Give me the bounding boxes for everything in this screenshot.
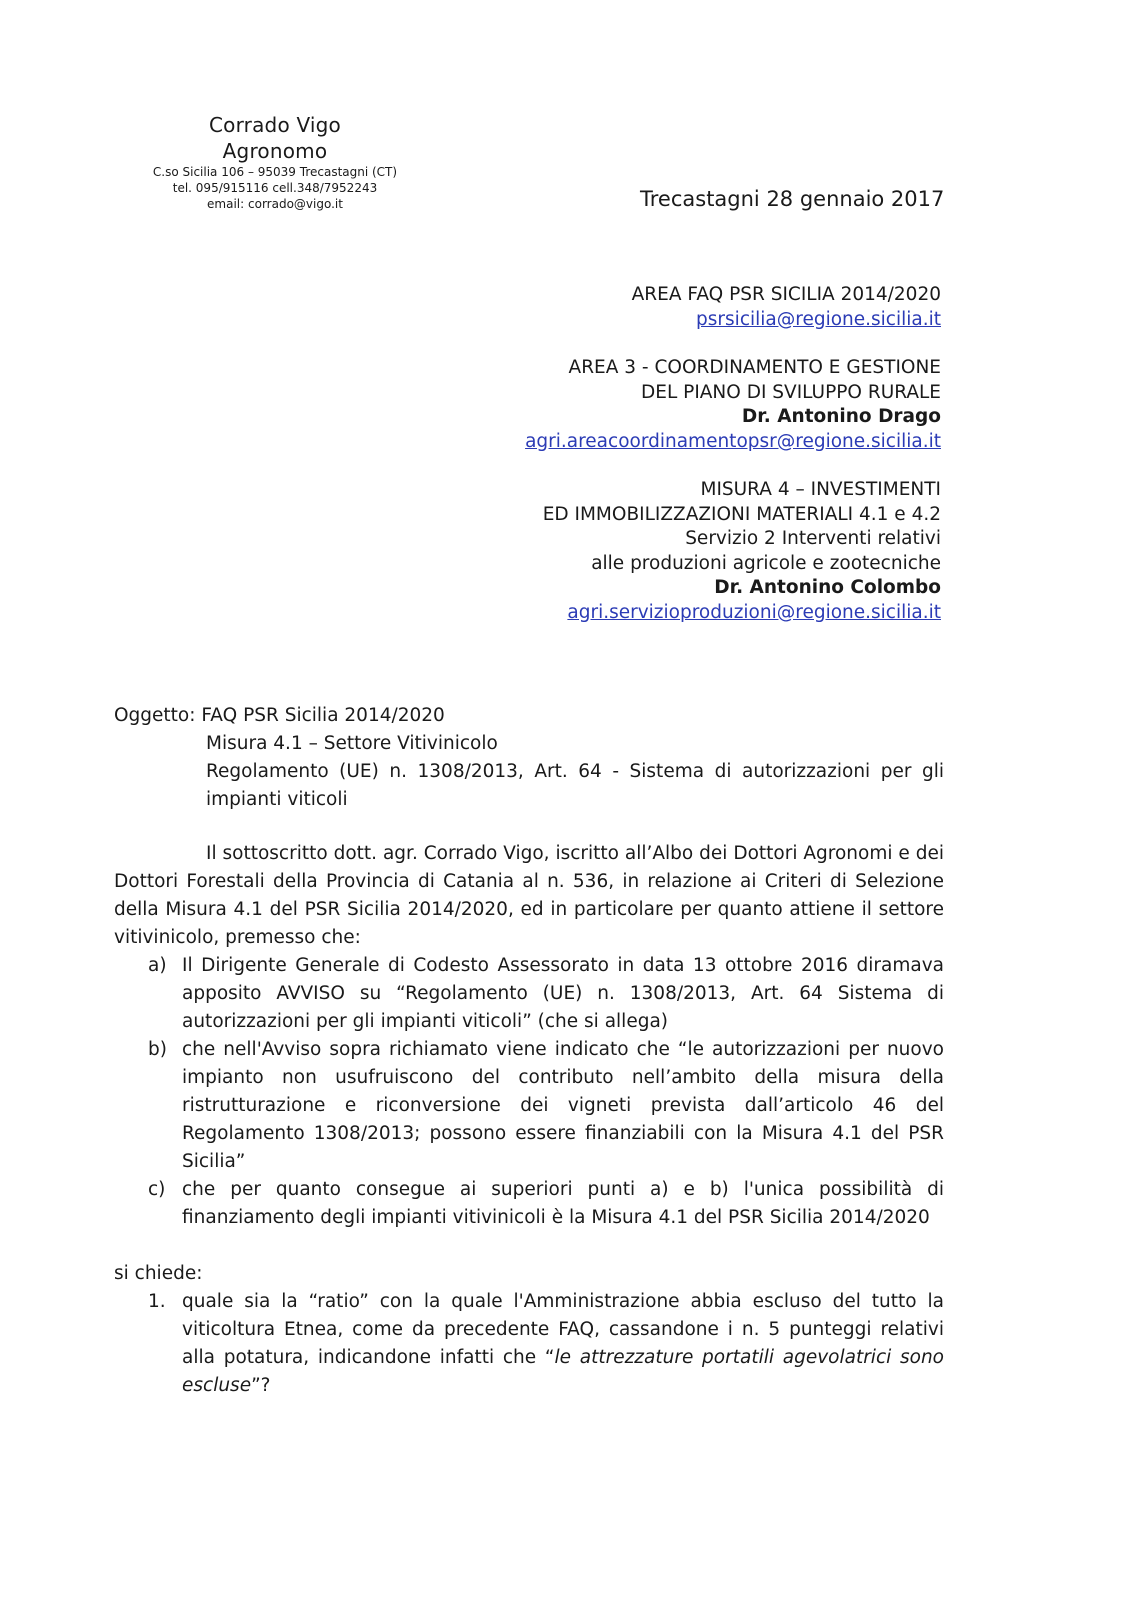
recipient-line: Servizio 2 Interventi relativi — [685, 528, 941, 549]
question-text-end: ”? — [251, 1375, 271, 1396]
letter-date: Trecastagni 28 gennaio 2017 — [640, 187, 945, 211]
recipient-area3 — [421, 356, 941, 454]
recipient-line: alle produzioni agricole e zootecniche — [591, 552, 941, 574]
letter-body — [114, 840, 944, 1400]
list-item — [114, 952, 944, 1036]
request-label: si chiede: — [114, 1263, 203, 1284]
recipient-line: MISURA 4 – INVESTIMENTI — [700, 479, 941, 500]
list-item — [114, 1036, 944, 1176]
recipient-misura4 — [421, 478, 941, 625]
questions-list — [114, 1288, 944, 1400]
question-quote: le attrezzature portatili agevolatrici sono escluse — [182, 1347, 944, 1396]
premises-list — [114, 952, 944, 1232]
list-marker: 1. — [148, 1291, 166, 1312]
recipient-email-link[interactable]: psrsicilia@regione.sicilia.it — [696, 308, 941, 330]
list-marker: a) — [148, 955, 167, 976]
list-marker: b) — [148, 1039, 167, 1060]
sender-header — [130, 112, 420, 212]
recipient-faq — [421, 283, 941, 332]
sender-title: Agronomo — [222, 139, 328, 163]
recipient-line: ED IMMOBILIZZAZIONI MATERIALI 4.1 e 4.2 — [542, 503, 941, 525]
question-text: quale sia la “ratio” con la quale l'Amministrazione abbia escluso del tutto la viticoltura Etnea, come da precedente FAQ, cassandone i n. 5 punteggi relativi alla potatura, indicandone infatti che “ — [182, 1291, 944, 1368]
subject-line: impianti viticoli — [206, 789, 348, 810]
list-item-text: Il Dirigente Generale di Codesto Assessorato in data 13 ottobre 2016 diramava apposito AVVISO su “Regolamento (UE) n. 1308/2013, Art. 64 Sistema di autorizzazioni per gli impianti viticoli” (che si allega) — [182, 955, 944, 1032]
subject-line: Misura 4.1 – Settore Vitivinicolo — [206, 733, 498, 754]
recipient-person: Dr. Antonino Colombo — [714, 577, 941, 598]
recipient-email-link[interactable]: agri.areacoordinamentopsr@regione.sicilia.it — [525, 430, 941, 452]
recipient-line: AREA FAQ PSR SICILIA 2014/2020 — [631, 284, 941, 305]
recipient-line: DEL PIANO DI SVILUPPO RURALE — [641, 381, 941, 403]
subject-label: Oggetto: FAQ PSR Sicilia 2014/2020 — [114, 705, 445, 726]
sender-address: C.so Sicilia 106 – 95039 Trecastagni (CT) — [152, 165, 398, 179]
recipient-person: Dr. Antonino Drago — [741, 406, 941, 427]
recipients-block — [421, 283, 941, 649]
subject-block — [114, 702, 944, 814]
intro-paragraph: Il sottoscritto dott. agr. Corrado Vigo, iscritto all’Albo dei Dottori Agronomi e dei Dottori Forestali della Provincia di Catania al n. 536, in relazione ai Criteri di Selezione della Misura 4.1 del PSR Sicilia 2014/2020, ed in particolare per quanto attiene il settore vitivinicolo, premesso che: — [114, 843, 944, 948]
recipient-line: AREA 3 - COORDINAMENTO E GESTIONE — [568, 357, 941, 378]
sender-name: Corrado Vigo — [209, 113, 341, 137]
list-item-text: che per quanto consegue ai superiori punti a) e b) l'unica possibilità di finanziamento degli impianti vitivinicoli è la Misura 4.1 del PSR Sicilia 2014/2020 — [182, 1179, 944, 1228]
recipient-email-link[interactable]: agri.servizioproduzioni@regione.sicilia.it — [567, 601, 941, 623]
subject-line: Regolamento (UE) n. 1308/2013, Art. 64 - Sistema di autorizzazioni per gli — [206, 761, 944, 782]
list-marker: c) — [148, 1179, 166, 1200]
list-item-text: che nell'Avviso sopra richiamato viene indicato che “le autorizzazioni per nuovo impianto non usufruiscono del contributo nell’ambito della misura della ristrutturazione e riconversione dei vigneti prevista dall’articolo 46 del Regolamento 1308/2013; possono essere finanziabili con la Misura 4.1 del PSR Sicilia” — [182, 1039, 944, 1172]
list-item — [114, 1176, 944, 1232]
sender-email: email: corrado@vigo.it — [207, 197, 343, 211]
sender-phone: tel. 095/915116 cell.348/7952243 — [172, 181, 378, 195]
list-item — [114, 1288, 944, 1400]
